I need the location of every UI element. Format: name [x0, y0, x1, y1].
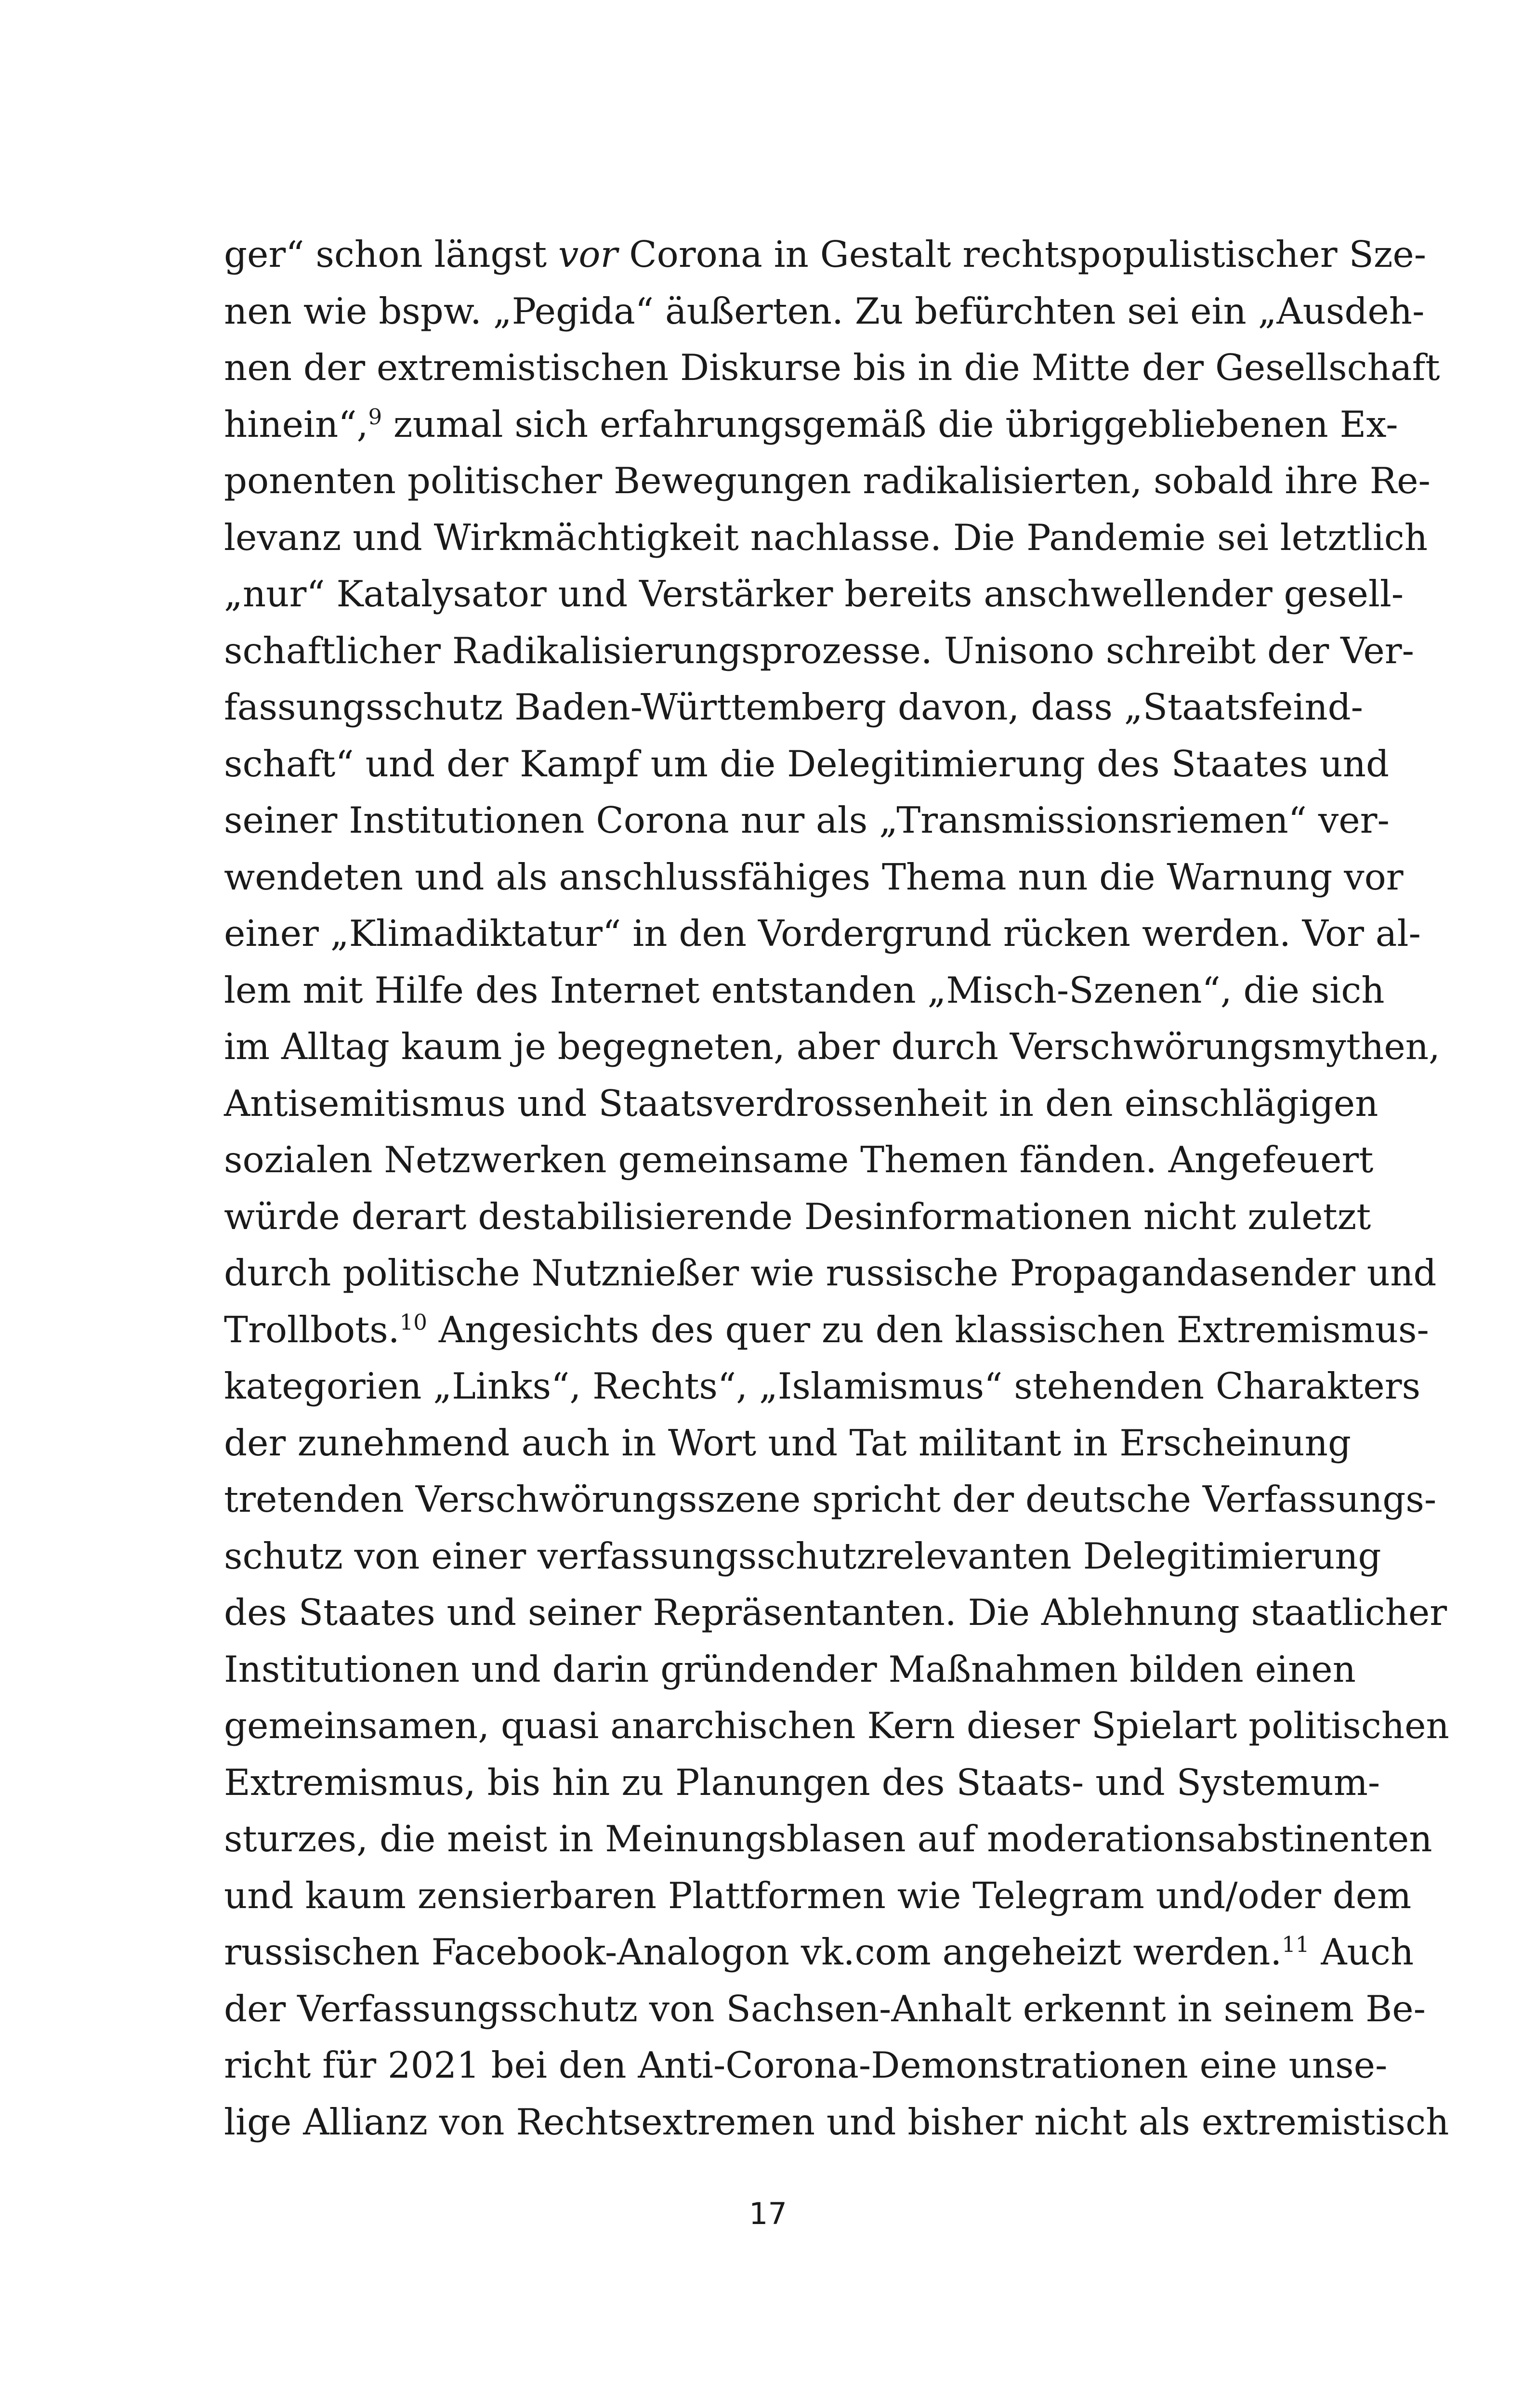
text-segment: lige Allianz von Rechtsextremen und bisher nicht als extremistisch — [224, 2100, 1449, 2143]
text-segment: Antisemitismus und Staatsverdrossenheit in den einschlägigen — [224, 1082, 1378, 1125]
text-segment: schaftlicher Radikalisierungsprozesse. Unisono schreibt der Ver- — [224, 629, 1414, 672]
text-line — [224, 849, 1404, 906]
text-segment: der Verfassungsschutz von Sachsen-Anhalt erkennt in seinem Be- — [224, 1987, 1426, 2030]
text-line — [224, 1245, 1437, 1302]
text-line — [224, 566, 1404, 623]
text-segment: ger“ schon längst — [224, 233, 559, 275]
text-line — [224, 1075, 1378, 1132]
footnote-reference: 11 — [1282, 1932, 1310, 1957]
text-segment: lem mit Hilfe des Internet entstanden „Misch-Szenen“, die sich — [224, 968, 1385, 1011]
text-segment: Extremismus, bis hin zu Planungen des Staats- und Systemum- — [224, 1761, 1380, 1804]
text-line — [224, 905, 1421, 962]
text-line — [224, 226, 1427, 283]
text-segment: Institutionen und darin gründender Maßnahmen bilden einen — [224, 1648, 1356, 1690]
text-segment: „nur“ Katalysator und Verstärker bereits anschwellender gesell- — [224, 573, 1404, 615]
text-segment: ponenten politischer Bewegungen radikalisierten, sobald ihre Re- — [224, 459, 1431, 502]
text-line — [224, 1528, 1381, 1585]
text-segment: seiner Institutionen Corona nur als „Transmissionsriemen“ ver- — [224, 799, 1390, 841]
text-segment: richt für 2021 bei den Anti-Corona-Demonstrationen eine unse- — [224, 2044, 1388, 2086]
text-line — [224, 679, 1363, 736]
text-segment: des Staates und seiner Repräsentanten. Die Ablehnung staatlicher — [224, 1591, 1447, 1634]
text-segment: gemeinsamen, quasi anarchischen Kern dieser Spielart politischen — [224, 1704, 1449, 1747]
text-segment: fassungsschutz Baden-Württemberg davon, dass „Staatsfeind- — [224, 686, 1363, 728]
emphasized-text: vor — [558, 233, 618, 275]
text-segment: levanz und Wirkmächtigkeit nachlasse. Die Pandemie sei letztlich — [224, 516, 1428, 559]
text-segment: tretenden Verschwörungsszene spricht der deutsche Verfassungs- — [224, 1478, 1437, 1520]
text-line — [224, 1302, 1429, 1359]
footnote-reference: 10 — [399, 1309, 427, 1335]
text-segment: Trollbots. — [224, 1308, 400, 1351]
text-line — [224, 1132, 1374, 1189]
text-line — [224, 1698, 1449, 1754]
text-line — [224, 792, 1390, 849]
text-line — [224, 1641, 1356, 1698]
text-segment: hinein“, — [224, 403, 368, 445]
text-segment: Angesichts des quer zu den klassischen Extremismus- — [427, 1308, 1429, 1351]
text-segment: russischen Facebook-Analogon vk.com angeheizt werden. — [224, 1931, 1282, 1973]
text-segment: im Alltag kaum je begegneten, aber durch Verschwörungsmythen, — [224, 1025, 1440, 1068]
text-segment: zumal sich erfahrungsgemäß die übriggebliebenen Ex- — [382, 403, 1398, 445]
text-segment: wendeten und als anschlussfähiges Thema nun die Warnung vor — [224, 855, 1404, 898]
text-segment: Auch — [1309, 1931, 1414, 1973]
text-line — [224, 2037, 1388, 2094]
text-line — [224, 1415, 1351, 1472]
text-line — [224, 623, 1414, 680]
text-line — [224, 1811, 1432, 1868]
body-text — [224, 226, 1449, 2150]
text-segment: sozialen Netzwerken gemeinsame Themen fänden. Angefeuert — [224, 1139, 1374, 1181]
page-number: 17 — [749, 2196, 787, 2231]
text-line — [224, 1981, 1426, 2038]
text-line — [224, 510, 1428, 566]
text-line — [224, 1868, 1412, 1924]
text-segment: Corona in Gestalt rechtspopulistischer Sze- — [617, 233, 1427, 275]
footnote-reference: 9 — [368, 404, 382, 430]
text-segment: nen der extremistischen Diskurse bis in die Mitte der Gesellschaft — [224, 346, 1440, 389]
text-line — [224, 1754, 1380, 1811]
text-line — [224, 1924, 1414, 1981]
text-line — [224, 962, 1385, 1019]
text-segment: schaft“ und der Kampf um die Delegitimierung des Staates und — [224, 742, 1390, 785]
text-line — [224, 1189, 1371, 1245]
text-segment: einer „Klimadiktatur“ in den Vordergrund rücken werden. Vor al- — [224, 912, 1421, 955]
text-line — [224, 396, 1398, 453]
text-line — [224, 736, 1390, 793]
text-line — [224, 283, 1425, 340]
text-segment: schutz von einer verfassungsschutzrelevanten Delegitimierung — [224, 1534, 1381, 1577]
text-line — [224, 2094, 1449, 2151]
text-segment: würde derart destabilisierende Desinformationen nicht zuletzt — [224, 1195, 1371, 1238]
text-line — [224, 1471, 1437, 1528]
text-segment: sturzes, die meist in Meinungsblasen auf moderationsabstinenten — [224, 1818, 1432, 1860]
text-segment: durch politische Nutznießer wie russische Propagandasender und — [224, 1252, 1437, 1294]
text-segment: der zunehmend auch in Wort und Tat militant in Erscheinung — [224, 1421, 1351, 1464]
text-segment: nen wie bspw. „Pegida“ äußerten. Zu befürchten sei ein „Ausdeh- — [224, 289, 1425, 332]
text-line — [224, 453, 1431, 510]
text-line — [224, 1584, 1447, 1641]
text-segment: und kaum zensierbaren Plattformen wie Telegram und/oder dem — [224, 1874, 1412, 1917]
text-line — [224, 1358, 1421, 1415]
text-line — [224, 340, 1440, 396]
text-segment: kategorien „Links“, Rechts“, „Islamismus“ stehenden Charakters — [224, 1365, 1421, 1407]
text-line — [224, 1019, 1440, 1075]
